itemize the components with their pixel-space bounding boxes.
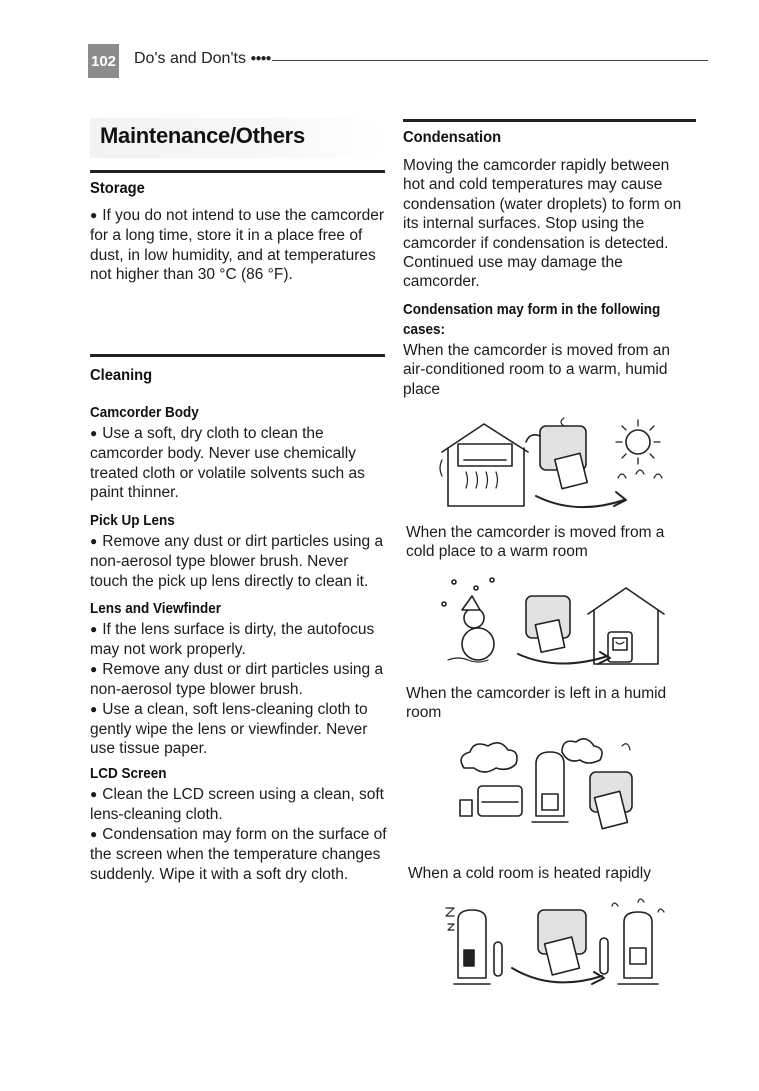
- storage-title: Storage: [90, 180, 145, 197]
- condensation-text: Moving the camcorder rapidly between hot and cold temperatures may cause condensation (water droplets) to form on its internal surfaces. Stop using the camcorder if condensation is detected. Continued use may damage the camcorder.: [403, 157, 682, 291]
- lcd-screen-list: [90, 785, 390, 884]
- pickup-lens-bullet: ● Remove any dust or dirt particles using a non-aerosol type blower brush. Never touch the pick up lens directly to clean it.: [90, 532, 390, 591]
- page-number: 102: [88, 44, 119, 78]
- camcorder-body-bullet: ● Use a soft, dry cloth to clean the camcorder body. Never use chemically treated cloth or volatile solvents such as paint thinner.: [90, 424, 382, 503]
- camcorder-heater-illustration: [442, 898, 676, 994]
- page-title-band: [90, 118, 385, 158]
- lens-viewfinder-title: Lens and Viewfinder: [90, 600, 222, 617]
- lens-viewfinder-list: [90, 620, 390, 759]
- case-caption: When the camcorder is left in a humid room: [406, 685, 667, 722]
- section-rule: [90, 354, 385, 357]
- lens-bullet: ● If the lens surface is dirty, the autofocus may not work properly.: [90, 620, 390, 660]
- case-caption: When the camcorder is moved from an air-conditioned room to a warm, humid place: [403, 342, 671, 398]
- cleaning-title: Cleaning: [90, 367, 153, 384]
- page-title: Maintenance/Others: [100, 123, 305, 148]
- lcd-bullet: ● Clean the LCD screen using a clean, soft lens-cleaning cloth.: [90, 785, 390, 825]
- running-header-dots: ●●●●: [250, 53, 271, 64]
- section-rule: [90, 170, 385, 173]
- condensation-cases-title: Condensation may form in the following cases:: [403, 301, 661, 338]
- lcd-bullet: ● Condensation may form on the surface of the screen when the temperature changes suddenly. Wipe it with a soft dry cloth.: [90, 825, 390, 884]
- camcorder-snowman-to-heater-illustration: [438, 574, 678, 670]
- camcorder-body-title: Camcorder Body: [90, 404, 199, 421]
- section-rule: [403, 119, 696, 122]
- header-rule: [272, 60, 708, 61]
- condensation-title: Condensation: [403, 129, 502, 146]
- case-caption: When the camcorder is moved from a cold place to a warm room: [406, 524, 665, 561]
- camcorder-aircon-to-sun-illustration: [436, 408, 686, 514]
- running-header: [134, 50, 271, 68]
- lens-bullet: ● Remove any dust or dirt particles using a non-aerosol type blower brush.: [90, 660, 390, 700]
- lens-bullet: ● Use a clean, soft lens-cleaning cloth to gently wipe the lens or viewfinder. Never use tissue paper.: [90, 700, 390, 759]
- case-caption: When a cold room is heated rapidly: [408, 865, 651, 882]
- pickup-lens-title: Pick Up Lens: [90, 512, 175, 529]
- lcd-screen-title: LCD Screen: [90, 765, 167, 782]
- running-header-title: Do's and Don'ts: [134, 50, 246, 67]
- storage-text: ● If you do not intend to use the camcorder for a long time, store it in a place free of dust, in low humidity, and at temperatures not higher than 30 °C (86 °F).: [90, 206, 385, 285]
- camcorder-humidifier-illustration: [452, 738, 678, 838]
